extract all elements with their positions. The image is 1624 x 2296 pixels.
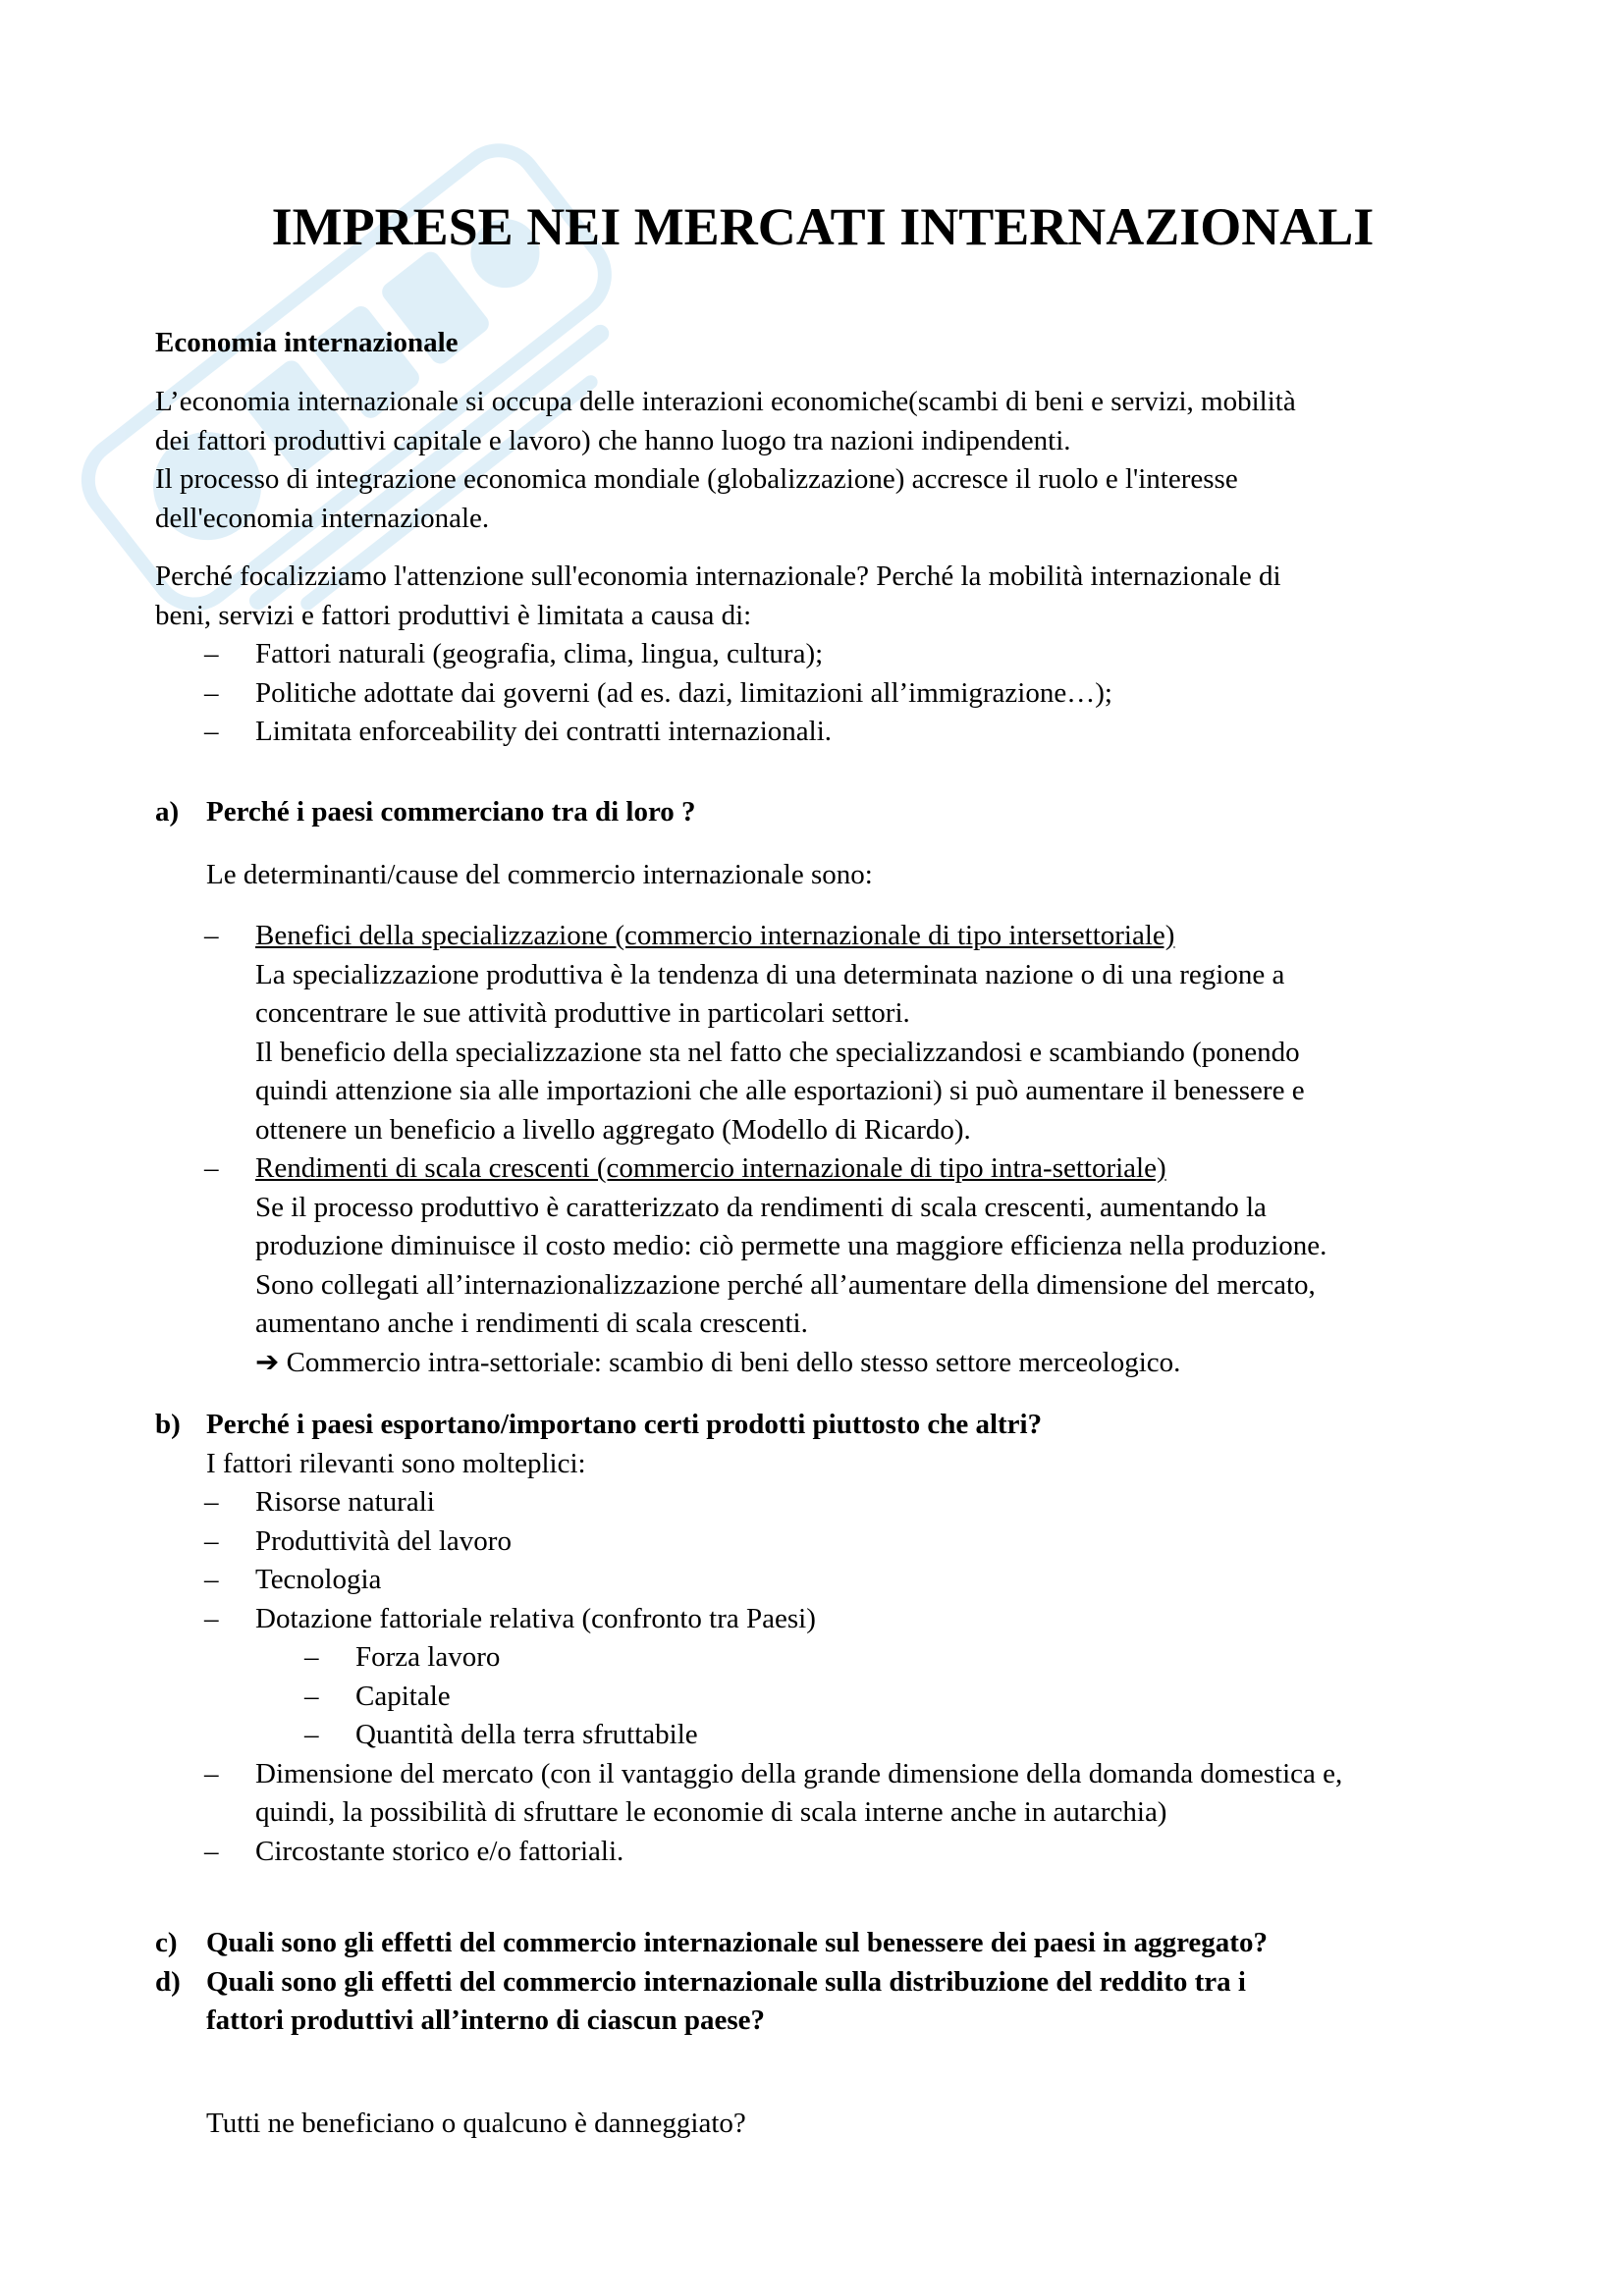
- sub-list-item: ‒ Capitale: [304, 1680, 451, 1712]
- item-title: Rendimenti di scala crescenti (commercio internazionale di tipo intra-settoriale): [255, 1152, 1166, 1184]
- question-b: b) Perché i paesi esportano/importano certi prodotti piuttosto che altri?: [155, 1409, 1043, 1440]
- list-item: – Produttività del lavoro: [204, 1524, 512, 1557]
- list-item: – Politiche adottate dai governi (ad es. dazi, limitazioni all’immigrazione…);: [204, 676, 1112, 709]
- list-item: – Circostante storico e/o fattoriali.: [204, 1835, 624, 1867]
- question-a-intro: Le determinanti/cause del commercio internazionale sono:: [206, 859, 873, 890]
- list-item: – Risorse naturali: [204, 1486, 435, 1518]
- text-line: L’economia internazionale si occupa delle interazioni economiche(scambi di beni e servizi, mobilità: [155, 386, 1296, 417]
- page-title: IMPRESE NEI MERCATI INTERNAZIONALI: [271, 197, 1375, 256]
- determinants-list: [155, 917, 1490, 1382]
- sub-list-item: ‒ Quantità della terra sfruttabile: [304, 1719, 698, 1750]
- question-d-followup: Tutti ne beneficiano o qualcuno è danneggiato?: [206, 2108, 746, 2139]
- list-item: – Fattori naturali (geografia, clima, lingua, cultura);: [204, 638, 824, 669]
- question-d: d) Quali sono gli effetti del commercio internazionale sulla distribuzione del reddito tra i fattori produttivi all’interno di ciascun paese?: [155, 1965, 1246, 2036]
- question-a: a) Perché i paesi commerciano tra di loro ?: [155, 796, 696, 828]
- sub-list-item: ‒ Forza lavoro: [304, 1641, 501, 1673]
- text-line: Perché focalizziamo l'attenzione sull'economia internazionale? Perché la mobilità internazionale di: [155, 561, 1281, 592]
- arrow-icon: ➔: [255, 1346, 280, 1378]
- list-item: – Rendimenti di scala crescenti (commercio internazionale di tipo intra-settoriale) Se il processo produttivo è caratterizzato da rendimenti di scala crescenti, aumentando la produzione diminuisce il costo medio: ciò permette una maggiore efficienza nella produzione. Sono collegati all’internazionalizzazione perché all’aumentare della dimensione del mercato, aumentano anche i rendimenti di scala crescenti. ➔ Commercio intra-settoriale: scambio di beni dello stesso settore merceologico.: [155, 1149, 1490, 1382]
- text-line: dell'economia internazionale.: [155, 502, 490, 534]
- text-line: beni, servizi e fattori produttivi è limitata a causa di:: [155, 599, 752, 631]
- text-line: Il processo di integrazione economica mondiale (globalizzazione) accresce il ruolo e l'interesse: [155, 463, 1238, 495]
- list-item: – Benefici della specializzazione (commercio internazionale di tipo intersettoriale) La specializzazione produttiva è la tendenza di una determinata nazione o di una regione a concentrare le sue attività produttive in particolari settori. Il beneficio della specializzazione sta nel fatto che specializzandosi e scambiando (ponendo quindi attenzione sia alle importazioni che alle esportazioni) si può aumentare il benessere e ottenere un beneficio a livello aggregato (Modello di Ricardo).: [155, 917, 1490, 1149]
- list-item: – Dotazione fattoriale relativa (confronto tra Paesi): [204, 1602, 816, 1634]
- list-item: – Limitata enforceability dei contratti internazionali.: [204, 716, 833, 747]
- question-b-intro: I fattori rilevanti sono molteplici:: [206, 1447, 586, 1479]
- why-paragraph: [155, 558, 1490, 752]
- question-c: c) Quali sono gli effetti del commercio internazionale sul benessere dei paesi in aggregato?: [155, 1927, 1268, 1958]
- list-item: – Dimensione del mercato (con il vantaggio della grande dimensione della domanda domestica e, quindi, la possibilità di sfruttare le economie di scala interne anche in autarchia): [204, 1757, 1343, 1828]
- section-heading: Economia internazionale: [155, 327, 459, 358]
- list-item: – Tecnologia: [204, 1564, 382, 1595]
- item-title: Benefici della specializzazione (commercio internazionale di tipo intersettoriale): [255, 920, 1175, 951]
- intro-paragraph: [155, 383, 1490, 538]
- text-line: dei fattori produttivi capitale e lavoro) che hanno luogo tra nazioni indipendenti.: [155, 424, 1071, 456]
